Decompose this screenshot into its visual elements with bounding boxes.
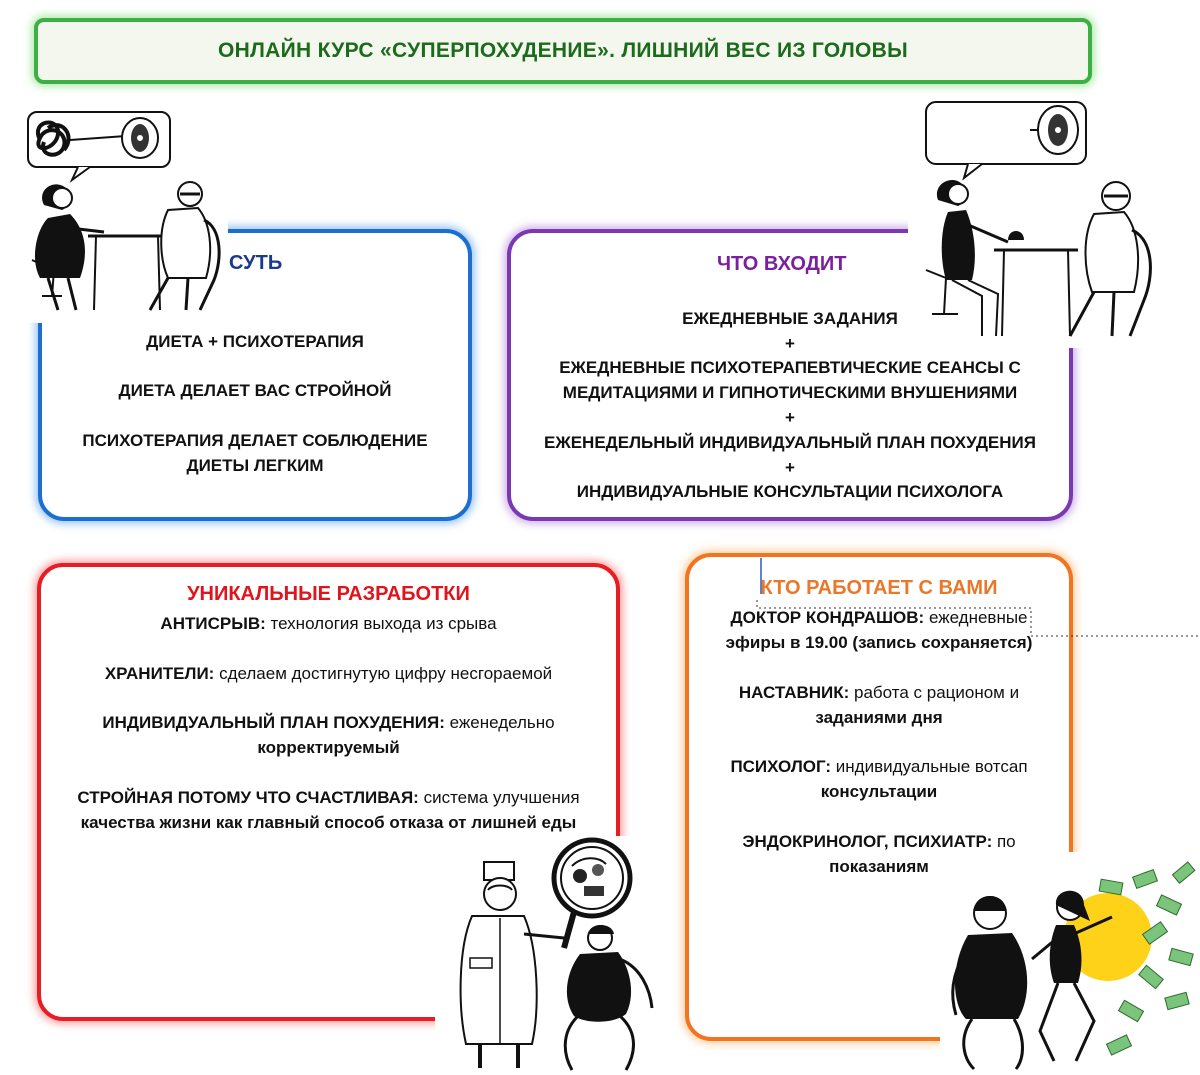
includes-item: ЕЖЕНЕДЕЛЬНЫЙ ИНДИВИДУАЛЬНЫЙ ПЛАН ПОХУДЕНИЯ	[544, 433, 1036, 452]
team-member-text: ежедневные	[924, 608, 1028, 627]
team-member-text: индивидуальные вотсап	[831, 757, 1028, 776]
unique-item	[37, 661, 620, 686]
includes-item: ИНДИВИДУАЛЬНЫЕ КОНСУЛЬТАЦИИ ПСИХОЛОГА	[576, 482, 1004, 501]
plus-sign: +	[785, 458, 795, 477]
unique-item-label: СТРОЙНАЯ ПОТОМУ ЧТО СЧАСТЛИВАЯ:	[77, 788, 419, 807]
includes-item: ЕЖЕДНЕВНЫЕ ПСИХОТЕРАПЕВТИЧЕСКИЕ СЕАНСЫ С	[559, 358, 1021, 377]
team-member-continuation: заданиями дня	[815, 708, 943, 727]
text-cursor-icon	[756, 558, 766, 598]
essence-line: ДИЕТА ДЕЛАЕТ ВАС СТРОЙНОЙ	[118, 381, 392, 400]
team-member-text: работа с рационом и	[849, 683, 1020, 702]
team-member	[685, 754, 1073, 779]
essence-line: ДИЕТЫ ЛЕГКИМ	[186, 456, 324, 475]
page-title: ОНЛАЙН КУРС «СУПЕРПОХУДЕНИЕ». ЛИШНИЙ ВЕС ИЗ ГОЛОВЫ	[218, 39, 908, 62]
team-member	[685, 680, 1073, 705]
team-member-continuation: эфиры в 19.00 (запись сохраняется)	[725, 633, 1033, 652]
essence-line: ПСИХОТЕРАПИЯ ДЕЛАЕТ СОБЛЮДЕНИЕ	[82, 431, 428, 450]
essence-line: ДИЕТА + ПСИХОТЕРАПИЯ	[146, 332, 364, 351]
unique-item	[37, 611, 620, 636]
team-heading: КТО РАБОТАЕТ С ВАМИ	[760, 577, 998, 599]
plus-sign: +	[785, 408, 795, 427]
unique-item-label: ХРАНИТЕЛИ:	[104, 664, 215, 683]
includes-item: ЕЖЕДНЕВНЫЕ ЗАДАНИЯ	[682, 309, 898, 328]
team-member-text: по	[992, 832, 1016, 851]
unique-item	[37, 710, 620, 735]
includes-item: МЕДИТАЦИЯМИ И ГИПНОТИЧЕСКИМИ ВНУШЕНИЯМИ	[562, 383, 1018, 402]
unique-heading: УНИКАЛЬНЫЕ РАЗРАБОТКИ	[187, 583, 470, 605]
doctor-magnifier-illustration	[440, 838, 668, 1074]
includes-heading: ЧТО ВХОДИТ	[717, 253, 847, 275]
title-banner	[34, 18, 1092, 84]
team-member-label: ЭНДОКРИНОЛОГ, ПСИХИАТР:	[742, 832, 993, 851]
team-member-continuation: показаниям	[829, 857, 929, 876]
unique-item-continuation: качества жизни как главный способ отказа от лишней еды	[80, 813, 577, 832]
team-member-continuation: консультации	[820, 782, 938, 801]
team-member	[685, 829, 1073, 854]
money-happiness-illustration	[944, 855, 1200, 1073]
team-member-label: ДОКТОР КОНДРАШОВ:	[730, 608, 925, 627]
unique-item-label: АНТИСРЫВ:	[160, 614, 266, 633]
consultation-illustration	[18, 110, 228, 320]
unique-item-continuation: корректируемый	[257, 738, 400, 757]
consultation-illustration	[912, 100, 1162, 345]
unique-item-text: технология выхода из срыва	[265, 614, 497, 633]
plus-sign: +	[785, 334, 795, 353]
unique-item-text: система улучшения	[418, 788, 580, 807]
anchor-dotted-line	[755, 598, 1200, 640]
unique-item-text: сделаем достигнутую цифру несгораемой	[214, 664, 553, 683]
team-member-label: ПСИХОЛОГ:	[730, 757, 832, 776]
unique-item-text: еженедельно	[444, 713, 555, 732]
unique-item-label: ИНДИВИДУАЛЬНЫЙ ПЛАН ПОХУДЕНИЯ:	[102, 713, 445, 732]
essence-heading: СУТЬ	[229, 252, 283, 274]
team-member-label: НАСТАВНИК:	[738, 683, 850, 702]
unique-item	[37, 785, 620, 810]
